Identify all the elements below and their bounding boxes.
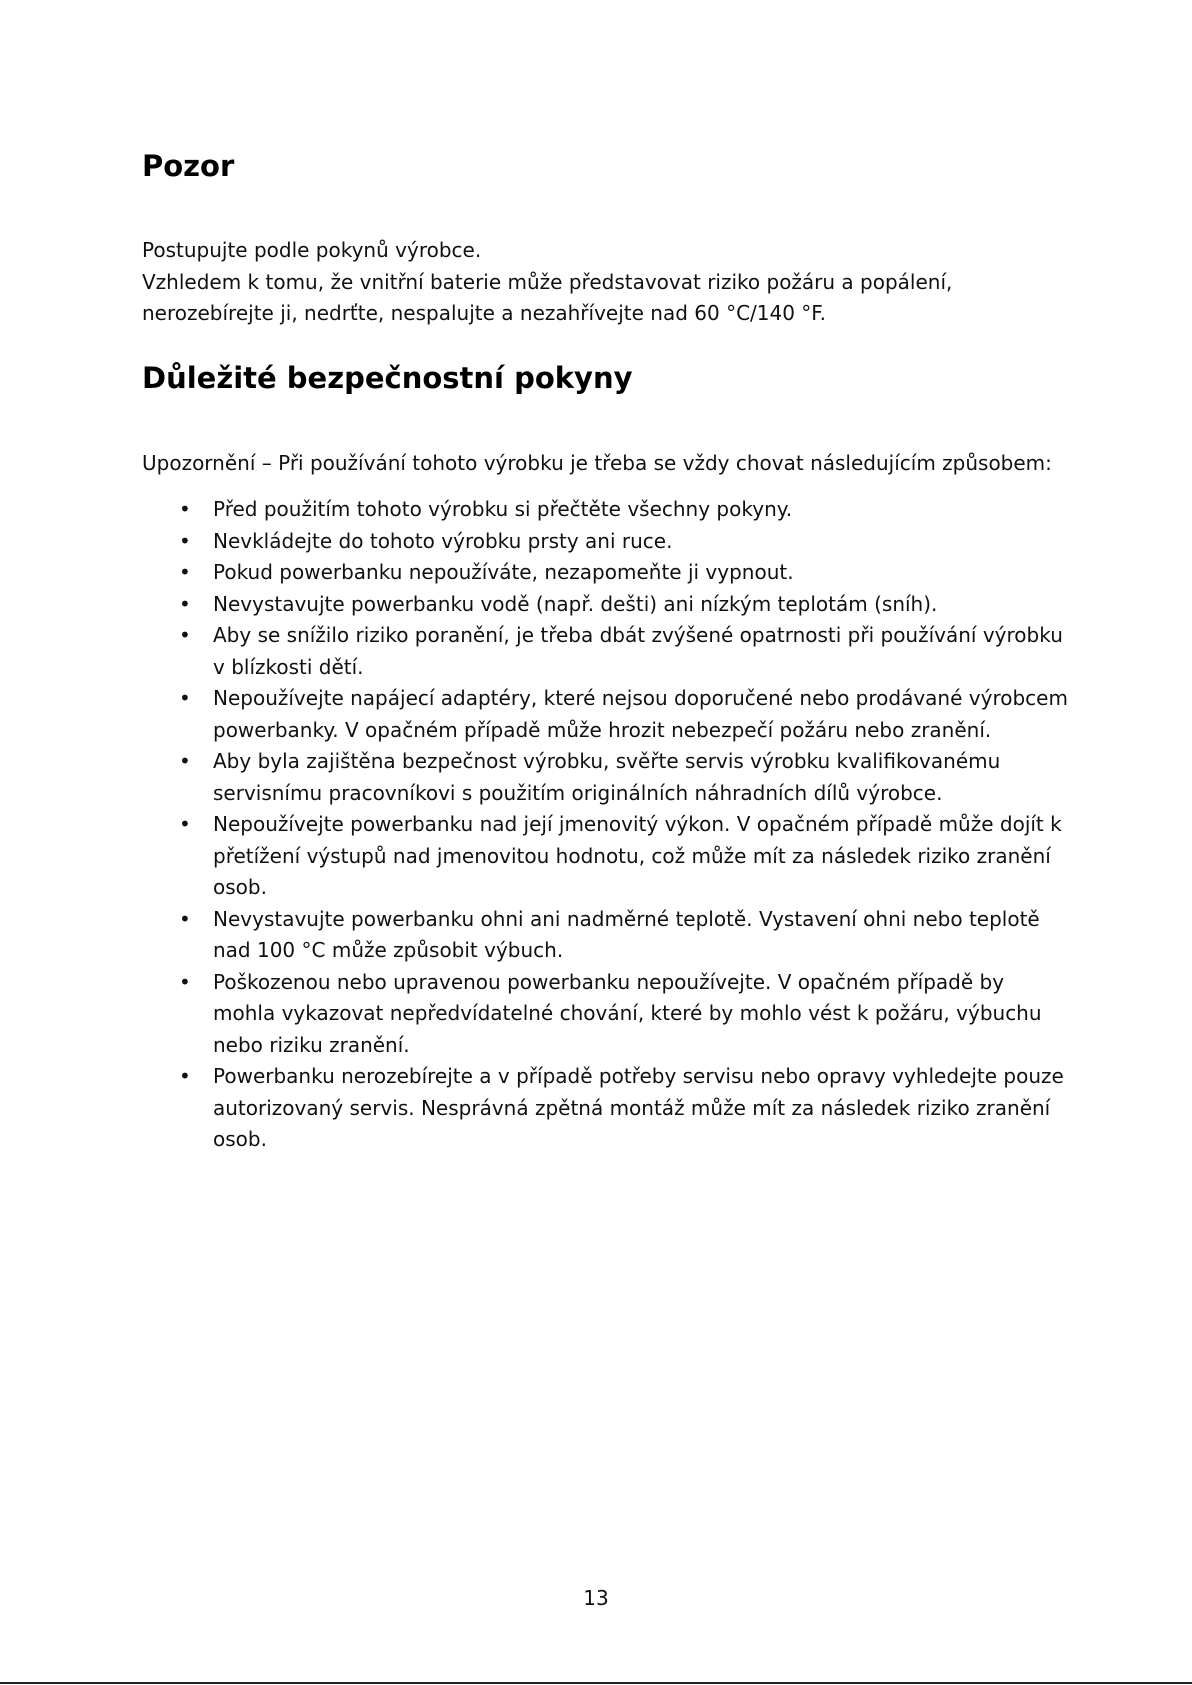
bullet-dot-icon: • xyxy=(179,749,191,773)
bullet-text-line: Před použitím tohoto výrobku si přečtěte všechny pokyny. xyxy=(213,497,793,521)
bullet-dot-icon: • xyxy=(179,1064,191,1088)
caution-paragraph xyxy=(142,235,952,330)
bullet-dot-icon: • xyxy=(179,906,191,931)
bullet-item xyxy=(142,589,1068,621)
bullet-text-line: Pokud powerbanku nepoužíváte, nezapomeňte ji vypnout. xyxy=(213,560,794,584)
heading-caution: Pozor xyxy=(142,149,235,183)
bullet-item xyxy=(142,809,1068,904)
bullet-dot-icon: • xyxy=(179,560,191,584)
bullet-dot-icon: • xyxy=(179,623,191,647)
bullet-text-line: Nevkládejte do tohoto výrobku prsty ani ruce. xyxy=(213,528,673,553)
bullet-item xyxy=(142,494,1068,526)
bullet-text-line: Aby se snížilo riziko poranění, je třeba dbát zvýšené opatrnosti při používání výrobku xyxy=(213,623,1063,647)
bullet-item xyxy=(142,967,1068,1062)
heading-safety-instructions: Důležité bezpečnostní pokyny xyxy=(142,361,633,395)
bullet-dot-icon: • xyxy=(179,591,191,616)
bullet-text-line: Nepoužívejte napájecí adaptéry, které nejsou doporučené nebo prodávané výrobcem xyxy=(213,686,1068,710)
bullet-text-line: powerbanky. V opačném případě může hrozit nebezpečí požáru nebo zranění. xyxy=(213,717,992,742)
bullet-text-line: Nepoužívejte powerbanku nad její jmenovitý výkon. V opačném případě může dojít k xyxy=(213,812,1062,836)
bullet-text-line: Powerbanku nerozebírejte a v případě potřeby servisu nebo opravy vyhledejte pouze xyxy=(213,1064,1064,1088)
bullet-dot-icon: • xyxy=(179,528,191,553)
bullet-item xyxy=(142,683,1068,746)
bullet-text-line: osob. xyxy=(213,1127,267,1151)
caution-line: Postupujte podle pokynů výrobce. xyxy=(142,238,482,262)
bullet-item xyxy=(142,620,1068,683)
bullet-text-line: přetížení výstupů nad jmenovitou hodnotu, což může mít za následek riziko zranění xyxy=(213,843,1051,868)
bullet-text-line: Nevystavujte powerbanku ohni ani nadměrné teplotě. Vystavení ohni nebo teplotě xyxy=(213,906,1040,931)
caution-line: nerozebírejte ji, nedrťte, nespalujte a nezahřívejte nad 60 °C/140 °F. xyxy=(142,301,826,325)
bullet-text-line: nad 100 °C může způsobit výbuch. xyxy=(213,938,564,962)
bullet-text-line: v blízkosti dětí. xyxy=(213,654,364,679)
bullet-text-line: mohla vykazovat nepředvídatelné chování, které by mohlo vést k požáru, výbuchu xyxy=(213,1001,1042,1025)
bullet-item xyxy=(142,904,1068,967)
bullet-text-line: autorizovaný servis. Nesprávná zpětná montáž může mít za následek riziko zranění xyxy=(213,1095,1051,1120)
safety-bullet-list xyxy=(142,494,1068,1156)
bullet-text-line: Aby byla zajištěna bezpečnost výrobku, svěřte servis výrobku kvalifikovanému xyxy=(213,749,1001,773)
bullet-dot-icon: • xyxy=(179,686,191,710)
bullet-text-line: servisnímu pracovníkovi s použitím originálních náhradních dílů výrobce. xyxy=(213,780,943,805)
notice-paragraph xyxy=(142,448,1052,480)
bullet-text-line: osob. xyxy=(213,875,267,899)
bullet-text-line: Nevystavujte powerbanku vodě (např. dešti) ani nízkým teplotám (sníh). xyxy=(213,591,938,616)
caution-line: Vzhledem k tomu, že vnitřní baterie může představovat riziko požáru a popálení, xyxy=(142,269,953,294)
bullet-dot-icon: • xyxy=(179,497,191,521)
bullet-text-line: nebo riziku zranění. xyxy=(213,1032,410,1057)
bullet-dot-icon: • xyxy=(179,812,191,836)
bullet-item xyxy=(142,526,1068,558)
bullet-item xyxy=(142,557,1068,589)
bottom-border-line xyxy=(0,1682,1192,1684)
bullet-dot-icon: • xyxy=(179,969,191,994)
notice-line: Upozornění – Při používání tohoto výrobku je třeba se vždy chovat následujícím způsobem: xyxy=(142,451,1052,475)
page-number: 13 xyxy=(583,1586,609,1610)
bullet-text-line: Poškozenou nebo upravenou powerbanku nepoužívejte. V opačném případě by xyxy=(213,969,1005,994)
bullet-item xyxy=(142,1061,1068,1156)
bullet-item xyxy=(142,746,1068,809)
